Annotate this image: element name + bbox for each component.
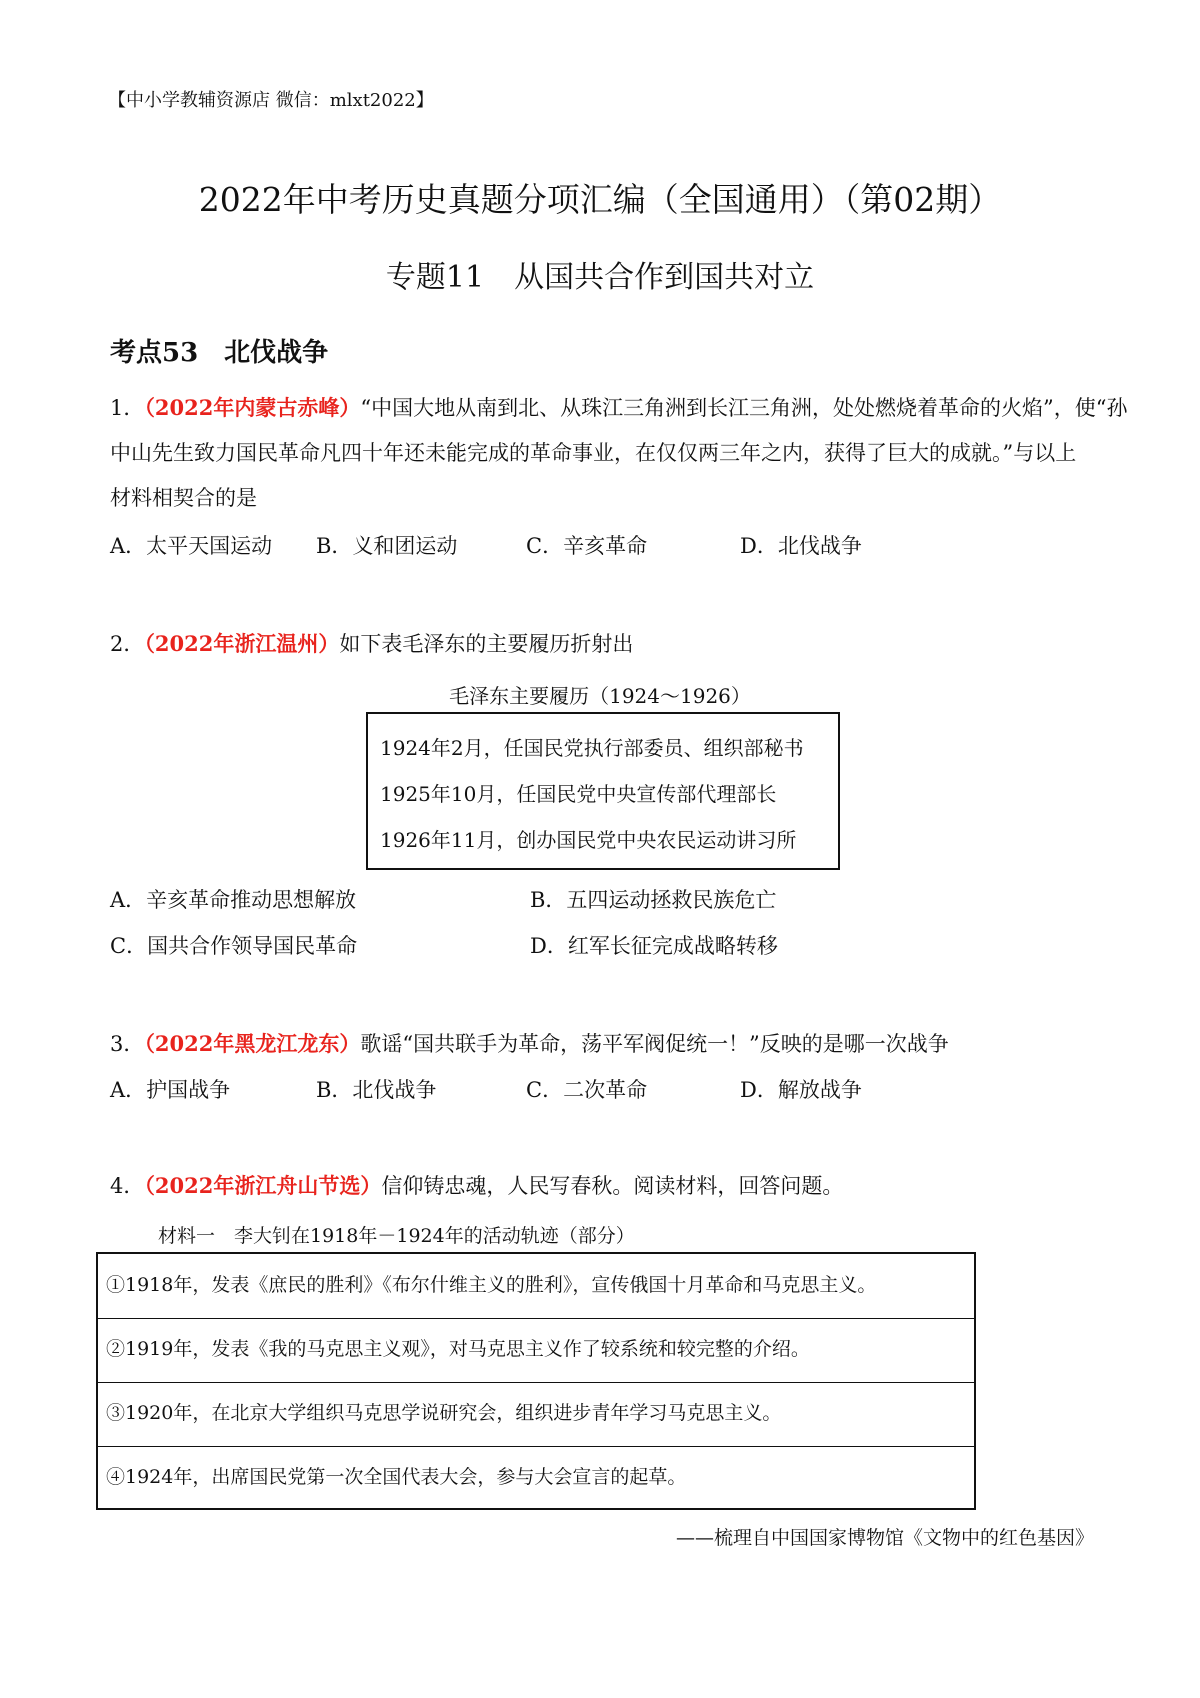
option-a: A．辛亥革命推动思想解放 <box>110 888 357 912</box>
question-text: “中国大地从南到北、从珠江三角洲到长江三角洲，处处燃烧着革命的火焰”，使“孙 <box>360 396 1128 420</box>
table-row: 1925年10月，任国民党中央宣传部代理部长 <box>380 782 777 806</box>
option-d: D．北伐战争 <box>740 534 862 558</box>
watermark: 【中小学教辅资源店 微信：mlxt2022】 <box>108 90 434 111</box>
option-d: D．解放战争 <box>740 1078 862 1102</box>
page-subtitle: 专题11 从国共合作到国共对立 <box>385 260 815 295</box>
page-title: 2022年中考历史真题分项汇编（全国通用）（第02期） <box>198 180 1002 219</box>
question-source: （2022年内蒙古赤峰） <box>144 395 361 420</box>
option-a: A．太平天国运动 <box>110 534 273 558</box>
question-1-line-3: 材料相契合的是 <box>110 486 257 510</box>
resume-table <box>366 712 840 870</box>
question-number: 1． <box>110 396 145 420</box>
question-source: （2022年浙江舟山节选） <box>144 1173 382 1198</box>
material-table <box>96 1252 976 1510</box>
table-row: ③1920年，在北京大学组织马克思学说研究会，组织进步青年学习马克思主义。 <box>106 1402 782 1424</box>
option-b: B．北伐战争 <box>316 1078 437 1102</box>
question-3-line-1 <box>110 1028 949 1058</box>
question-2-line-1 <box>110 628 633 658</box>
question-1-line-1 <box>110 392 1128 422</box>
table-row: 1924年2月，任国民党执行部委员、组织部秘书 <box>380 736 804 760</box>
material-caption: 材料一 李大钊在1918年－1924年的活动轨迹（部分） <box>158 1225 635 1247</box>
option-c: C．国共合作领导国民革命 <box>110 934 358 958</box>
question-4-line-1 <box>110 1170 843 1200</box>
option-b: B．义和团运动 <box>316 534 458 558</box>
table-caption: 毛泽东主要履历（1924～1926） <box>449 684 751 708</box>
option-c: C．二次革命 <box>526 1078 648 1102</box>
question-source: （2022年浙江温州） <box>144 631 340 656</box>
question-number: 2． <box>110 632 145 656</box>
table-row: ④1924年，出席国民党第一次全国代表大会，参与大会宣言的起草。 <box>106 1466 687 1488</box>
option-a: A．护国战争 <box>110 1078 231 1102</box>
section-heading: 考点53 北伐战争 <box>110 338 329 368</box>
material-credit: ——梳理自中国国家博物馆《文物中的红色基因》 <box>675 1527 1094 1549</box>
question-text: 歌谣“国共联手为革命，荡平军阀促统一！”反映的是哪一次战争 <box>360 1032 949 1056</box>
table-row: ②1919年，发表《我的马克思主义观》，对马克思主义作了较系统和较完整的介绍。 <box>106 1338 810 1360</box>
table-row: 1926年11月，创办国民党中央农民运动讲习所 <box>380 828 797 852</box>
option-c: C．辛亥革命 <box>526 534 648 558</box>
question-text: 信仰铸忠魂，人民写春秋。阅读材料，回答问题。 <box>381 1174 844 1198</box>
option-b: B．五四运动拯救民族危亡 <box>530 888 777 912</box>
option-d: D．红军长征完成战略转移 <box>530 934 778 958</box>
question-number: 3． <box>110 1032 145 1056</box>
question-1-line-2: 中山先生致力国民革命凡四十年还未能完成的革命事业，在仅仅两三年之内，获得了巨大的成就。”与以上 <box>110 441 1077 465</box>
question-source: （2022年黑龙江龙东） <box>144 1031 361 1056</box>
question-text: 如下表毛泽东的主要履历折射出 <box>339 632 634 656</box>
table-row: ①1918年，发表《庶民的胜利》《布尔什维主义的胜利》，宣传俄国十月革命和马克思主义。 <box>106 1274 877 1296</box>
question-number: 4． <box>110 1174 145 1198</box>
